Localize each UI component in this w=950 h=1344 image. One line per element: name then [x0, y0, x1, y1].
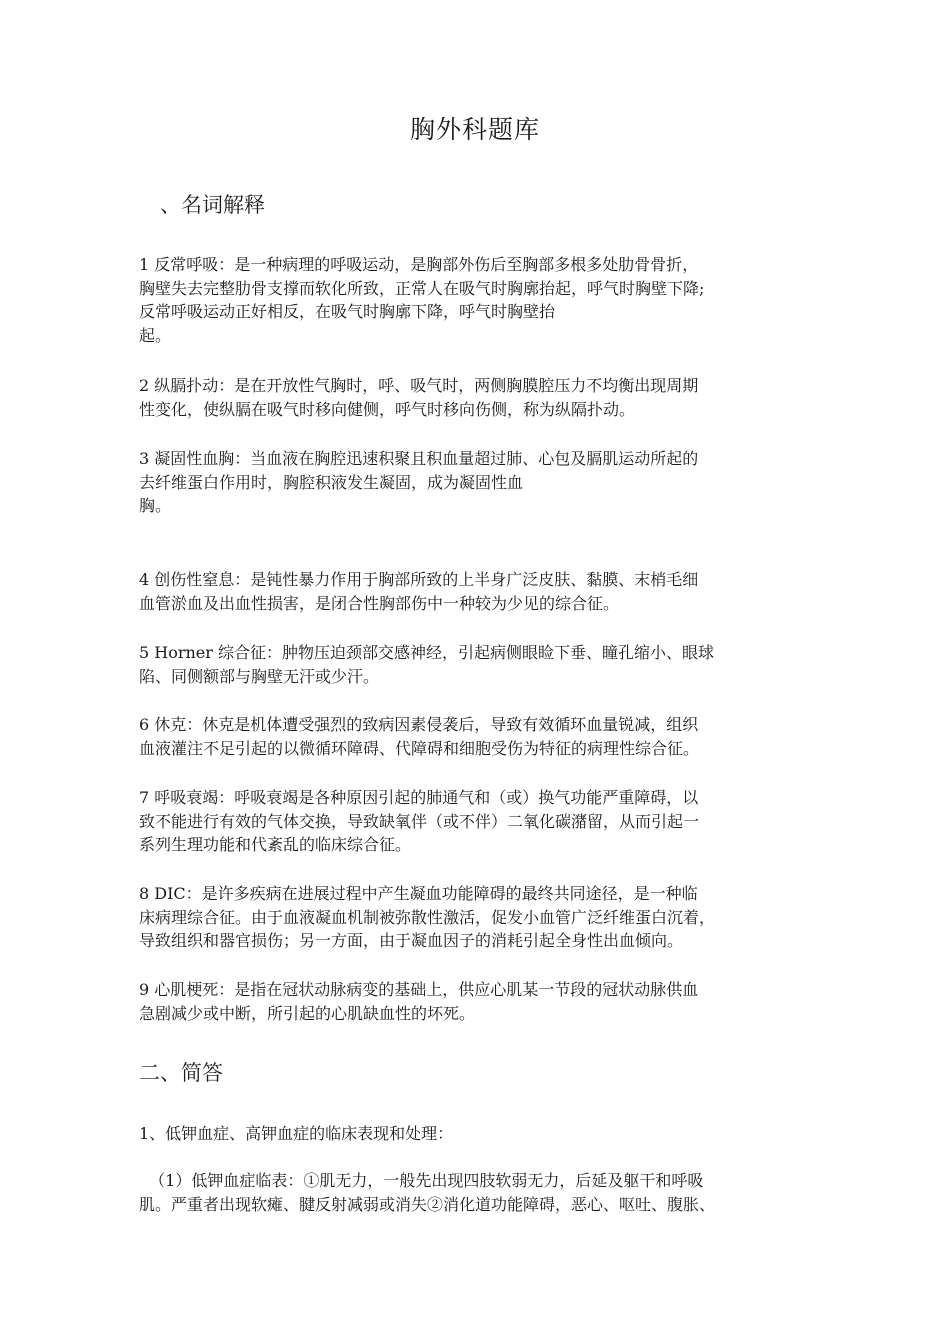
paragraph-line: 5 Horner 综合征：肿物压迫颈部交感神经，引起病侧眼睑下垂、瞳孔缩小、眼球: [139, 643, 715, 662]
paragraph-line: 胸壁失去完整肋骨支撑而软化所致，正常人在吸气时胸廓抬起，呼气时胸壁下降;: [139, 278, 705, 298]
section-heading-terms: 、名词解释: [160, 193, 265, 217]
paragraph-term-8: [139, 882, 829, 953]
paragraph-line: 导致组织和器官损伤；另一方面，由于凝血因子的消耗引起全身性出血倾向。: [139, 931, 684, 950]
paragraph-line: 2 纵膈扑动：是在开放性气胸时，呼、吸气时，两侧胸膜腔压力不均衡出现周期: [139, 376, 699, 395]
paragraph-line: 3 凝固性血胸：当血液在胸腔迅速积聚且积血量超过肺、心包及膈肌运动所起的: [139, 449, 699, 468]
paragraph-hypokalemia: [139, 1169, 829, 1216]
paragraph-line: 致不能进行有效的气体交换，导致缺氧伴（或不伴）二氧化碳潴留，从而引起一: [139, 811, 700, 831]
section-heading-short-answer: 二、简答: [139, 1061, 223, 1085]
paragraph-line: 7 呼吸衰竭：呼吸衰竭是各种原因引起的肺通气和（或）换气功能严重障碍，以: [139, 788, 699, 807]
paragraph-line: 8 DIC：是许多疾病在进展过程中产生凝血功能障碍的最终共同途径，是一种临: [139, 884, 698, 903]
paragraph-line: 性变化，使纵膈在吸气时移向健侧，呼气时移向伤侧，称为纵隔扑动。: [139, 399, 636, 419]
paragraph-term-1: [139, 253, 829, 347]
paragraph-line: 1、低钾血症、高钾血症的临床表现和处理：: [139, 1124, 454, 1143]
paragraph-line: 系列生理功能和代紊乱的临床综合征。: [139, 835, 412, 854]
paragraph-line: （1）低钾血症临表：①肌无力，一般先出现四肢软弱无力，后延及躯干和呼吸: [139, 1171, 704, 1190]
paragraph-question-1: [139, 1122, 829, 1146]
paragraph-line: 去纤维蛋白作用时，胸腔积液发生凝固，成为凝固性血: [139, 472, 524, 492]
paragraph-term-2: [139, 374, 829, 421]
paragraph-line: 急剧减少或中断，所引起的心肌缺血性的坏死。: [139, 1003, 476, 1023]
page-title: 胸外科题库: [409, 115, 540, 144]
paragraph-line: 1 反常呼吸：是一种病理的呼吸运动，是胸部外伤后至胸部多根多处肋骨骨折，: [139, 255, 699, 274]
paragraph-line: 肌。严重者出现软瘫、腱反射减弱或消失②消化道功能障碍，恶心、呕吐、腹胀、: [139, 1194, 716, 1214]
paragraph-term-4: [139, 568, 829, 615]
paragraph-line: 6 休克：休克是机体遭受强烈的致病因素侵袭后，导致有效循环血量锐减，组织: [139, 715, 699, 734]
paragraph-term-7: [139, 786, 829, 857]
paragraph-line: 血管淤血及出血性损害，是闭合性胸部伤中一种较为少见的综合征。: [139, 593, 620, 613]
paragraph-line: 胸。: [139, 496, 172, 515]
paragraph-term-3: [139, 447, 829, 518]
paragraph-term-5: [139, 641, 829, 688]
paragraph-line: 床病理综合征。由于血液凝血机制被弥散性激活，促发小血管广泛纤维蛋白沉着，: [139, 907, 716, 927]
paragraph-line: 血液灌注不足引起的以微循环障碍、代障碍和细胞受伤为特征的病理性综合征。: [139, 738, 700, 758]
paragraph-term-6: [139, 713, 829, 760]
paragraph-line: 陷、同侧额部与胸壁无汗或少汗。: [139, 666, 380, 686]
paragraph-line: 9 心肌梗死：是指在冠状动脉病变的基础上，供应心肌某一节段的冠状动脉供血: [139, 980, 699, 999]
paragraph-line: 反常呼吸运动正好相反，在吸气时胸廓下降，呼气时胸壁抬: [139, 302, 556, 321]
paragraph-line: 4 创伤性窒息：是钝性暴力作用于胸部所致的上半身广泛皮肤、黏膜、末梢毛细: [139, 570, 699, 589]
paragraph-line: 起。: [139, 325, 172, 345]
paragraph-term-9: [139, 978, 829, 1025]
